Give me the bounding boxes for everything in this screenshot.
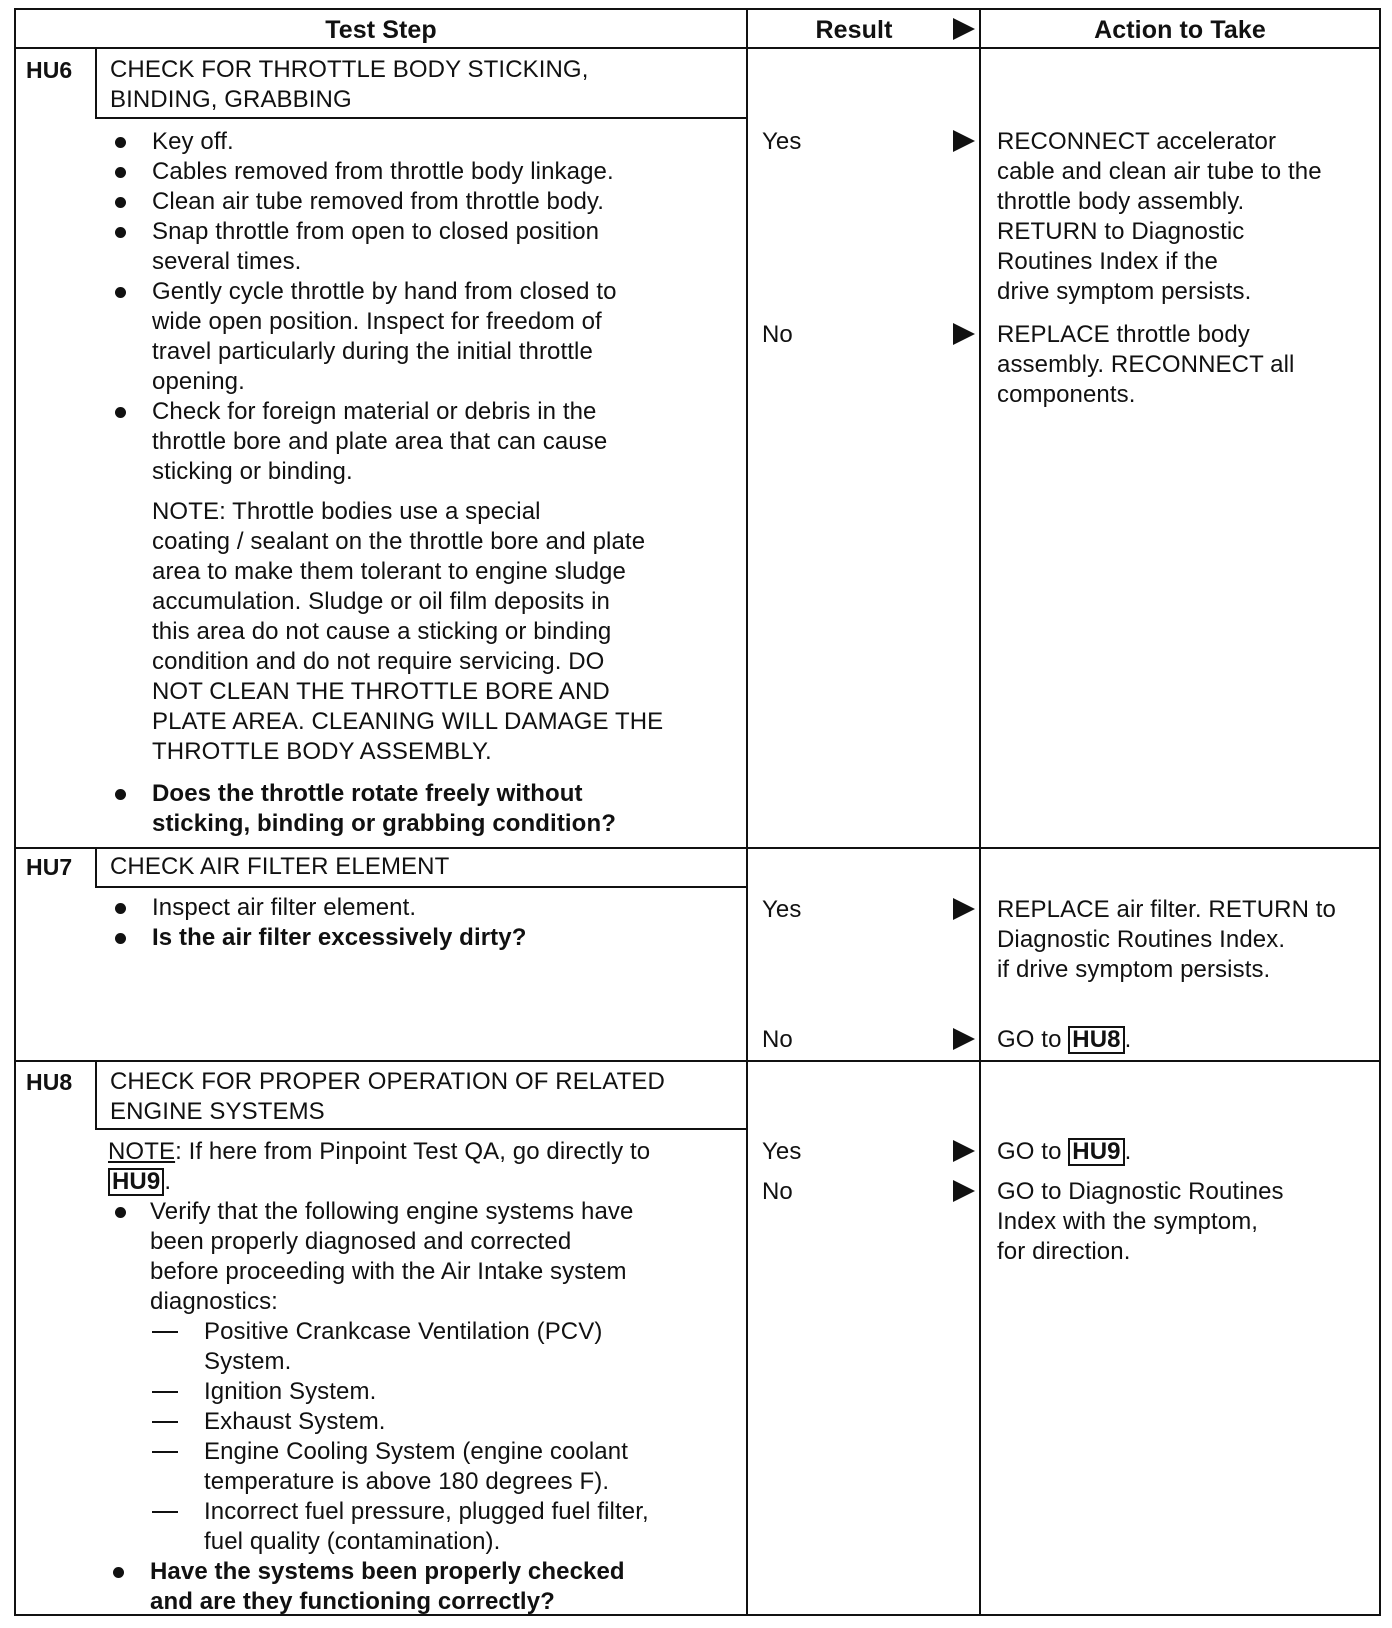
header-arrow-icon	[953, 18, 975, 40]
arrow-icon	[953, 898, 975, 920]
hu7-row-bottom	[14, 1060, 1380, 1062]
table-top-border	[14, 8, 1380, 10]
hu7-no-action-suffix: .	[1124, 1026, 1132, 1053]
hu6-note-line6: condition and do not require servicing. DO	[152, 648, 605, 675]
hu6-bullet-2: Cables removed from throttle body linkage.	[152, 158, 614, 185]
dash-icon	[152, 1451, 178, 1453]
bullet-icon	[115, 227, 126, 238]
dash-icon	[152, 1331, 178, 1333]
hu6-code-divider	[95, 47, 97, 119]
hu7-title-bottom	[95, 886, 747, 888]
hu6-yes-action-line6: drive symptom persists.	[997, 278, 1252, 305]
bullet-icon	[113, 1567, 124, 1578]
hu8-note-word: NOTE	[108, 1138, 176, 1165]
bullet-icon	[115, 407, 126, 418]
hu8-title-line1: CHECK FOR PROPER OPERATION OF RELATED	[110, 1068, 665, 1095]
hu6-note-line3: area to make them tolerant to engine sludge	[152, 558, 626, 585]
left-border	[14, 8, 16, 1616]
hu6-title-line2: BINDING, GRABBING	[110, 86, 352, 113]
hu6-bullet-5-line1: Gently cycle throttle by hand from closed to	[152, 278, 617, 305]
hu8-dash-2: Ignition System.	[204, 1378, 377, 1405]
hu6-yes-action-line4: RETURN to Diagnostic	[997, 218, 1245, 245]
dash-icon	[152, 1511, 178, 1513]
hu6-note-line8: PLATE AREA. CLEANING WILL DAMAGE THE	[152, 708, 664, 735]
header-result: Result	[815, 16, 893, 44]
hu6-no-action-line1: REPLACE throttle body	[997, 321, 1250, 348]
header-test-step: Test Step	[325, 16, 437, 44]
hu6-no-action-line2: assembly. RECONNECT all	[997, 351, 1295, 378]
bullet-icon	[115, 197, 126, 208]
arrow-icon	[953, 130, 975, 152]
hu8-note-rest: : If here from Pinpoint Test QA, go directly to	[175, 1138, 651, 1165]
hu8-verify-line4: diagnostics:	[150, 1288, 278, 1315]
hu8-question-line2: and are they functioning correctly?	[150, 1588, 555, 1615]
hu6-bullet-1: Key off.	[152, 128, 234, 155]
hu7-code-divider	[95, 847, 97, 887]
hu7-yes-action-line2: Diagnostic Routines Index.	[997, 926, 1286, 953]
bullet-icon	[115, 167, 126, 178]
hu8-title-bottom	[95, 1128, 747, 1130]
hu7-code: HU7	[26, 854, 73, 880]
hu8-note-line2	[108, 1167, 171, 1197]
hu6-title-bottom	[95, 117, 747, 119]
arrow-icon	[953, 1140, 975, 1162]
arrow-icon	[953, 323, 975, 345]
hu7-yes-action-line3: if drive symptom persists.	[997, 956, 1271, 983]
hu6-note-line1: NOTE: Throttle bodies use a special	[152, 498, 541, 525]
result-action-divider	[979, 8, 981, 1616]
hu7-yes-label: Yes	[762, 896, 802, 923]
hu9-reference-link[interactable]: HU9	[108, 1168, 164, 1196]
hu8-dash-1-line1: Positive Crankcase Ventilation (PCV)	[204, 1318, 603, 1345]
hu6-bullet-4-line1: Snap throttle from open to closed position	[152, 218, 600, 245]
dash-icon	[152, 1421, 178, 1423]
hu8-yes-label: Yes	[762, 1138, 802, 1165]
hu8-dash-3: Exhaust System.	[204, 1408, 386, 1435]
hu7-no-action	[997, 1025, 1131, 1055]
hu8-note-end: .	[164, 1168, 172, 1195]
hu8-title-line2: ENGINE SYSTEMS	[110, 1098, 325, 1125]
arrow-icon	[953, 1180, 975, 1202]
hu7-title: CHECK AIR FILTER ELEMENT	[110, 853, 450, 880]
hu8-dash-1-line2: System.	[204, 1348, 292, 1375]
hu8-no-label: No	[762, 1178, 793, 1205]
hu6-yes-action-line5: Routines Index if the	[997, 248, 1218, 275]
hu9-reference-link[interactable]: HU9	[1068, 1138, 1124, 1166]
bullet-icon	[115, 933, 126, 944]
hu6-bullet-6-line3: sticking or binding.	[152, 458, 353, 485]
hu8-code-divider	[95, 1060, 97, 1129]
hu6-bullet-4-line2: several times.	[152, 248, 302, 275]
arrow-icon	[953, 1028, 975, 1050]
hu7-bullet-1: Inspect air filter element.	[152, 894, 417, 921]
hu6-yes-action-line3: throttle body assembly.	[997, 188, 1245, 215]
hu8-reference-link[interactable]: HU8	[1068, 1026, 1124, 1054]
hu8-dash-5-line2: fuel quality (contamination).	[204, 1528, 501, 1555]
bullet-icon	[115, 1207, 126, 1218]
dash-icon	[152, 1391, 178, 1393]
hu6-bullet-5-line3: travel particularly during the initial throttle	[152, 338, 593, 365]
hu6-question-line2: sticking, binding or grabbing condition?	[152, 810, 616, 837]
hu6-bullet-5-line4: opening.	[152, 368, 245, 395]
hu8-verify-line3: before proceeding with the Air Intake system	[150, 1258, 627, 1285]
hu6-yes-action-line1: RECONNECT accelerator	[997, 128, 1277, 155]
bullet-icon	[115, 137, 126, 148]
hu6-bullet-6-line2: throttle bore and plate area that can cause	[152, 428, 608, 455]
hu6-no-label: No	[762, 321, 793, 348]
hu6-note-line2: coating / sealant on the throttle bore and plate	[152, 528, 646, 555]
hu8-no-action-line3: for direction.	[997, 1238, 1131, 1265]
hu6-note-line9: THROTTLE BODY ASSEMBLY.	[152, 738, 492, 765]
hu6-no-action-line3: components.	[997, 381, 1136, 408]
hu6-question-line1: Does the throttle rotate freely without	[152, 780, 583, 807]
hu8-note-line1	[108, 1137, 650, 1167]
hu6-note-line5: this area do not cause a sticking or binding	[152, 618, 612, 645]
hu8-dash-4-line2: temperature is above 180 degrees F).	[204, 1468, 610, 1495]
hu6-row-bottom	[14, 847, 1380, 849]
hu6-yes-action-line2: cable and clean air tube to the	[997, 158, 1322, 185]
hu8-no-action-line1: GO to Diagnostic Routines	[997, 1178, 1284, 1205]
hu8-question-line1: Have the systems been properly checked	[150, 1558, 625, 1585]
test-step-result-divider	[746, 8, 748, 1616]
hu8-code: HU8	[26, 1069, 73, 1095]
hu8-verify-line1: Verify that the following engine systems have	[150, 1198, 634, 1225]
hu6-title-line1: CHECK FOR THROTTLE BODY STICKING,	[110, 56, 589, 83]
hu8-no-action-line2: Index with the symptom,	[997, 1208, 1259, 1235]
hu8-yes-suffix: .	[1124, 1138, 1132, 1165]
hu8-dash-4-line1: Engine Cooling System (engine coolant	[204, 1438, 628, 1465]
hu6-yes-label: Yes	[762, 128, 802, 155]
hu8-yes-prefix: GO to	[997, 1138, 1069, 1165]
hu7-yes-action-line1: REPLACE air filter. RETURN to	[997, 896, 1336, 923]
bullet-icon	[115, 789, 126, 800]
hu7-no-action-prefix: GO to	[997, 1026, 1069, 1053]
hu8-yes-action	[997, 1137, 1131, 1167]
header-bottom-border	[14, 47, 1380, 49]
hu8-dash-5-line1: Incorrect fuel pressure, plugged fuel filter,	[204, 1498, 649, 1525]
right-border	[1379, 8, 1381, 1616]
hu8-verify-line2: been properly diagnosed and corrected	[150, 1228, 572, 1255]
hu7-question: Is the air filter excessively dirty?	[152, 924, 527, 951]
hu7-no-label: No	[762, 1026, 793, 1053]
header-action: Action to Take	[1094, 16, 1266, 44]
bullet-icon	[115, 287, 126, 298]
bullet-icon	[115, 903, 126, 914]
hu6-bullet-3: Clean air tube removed from throttle body.	[152, 188, 604, 215]
hu6-note-line7: NOT CLEAN THE THROTTLE BORE AND	[152, 678, 610, 705]
hu6-code: HU6	[26, 57, 73, 83]
hu6-note-line4: accumulation. Sludge or oil film deposits in	[152, 588, 610, 615]
hu6-bullet-5-line2: wide open position. Inspect for freedom of	[152, 308, 602, 335]
hu6-bullet-6-line1: Check for foreign material or debris in the	[152, 398, 597, 425]
